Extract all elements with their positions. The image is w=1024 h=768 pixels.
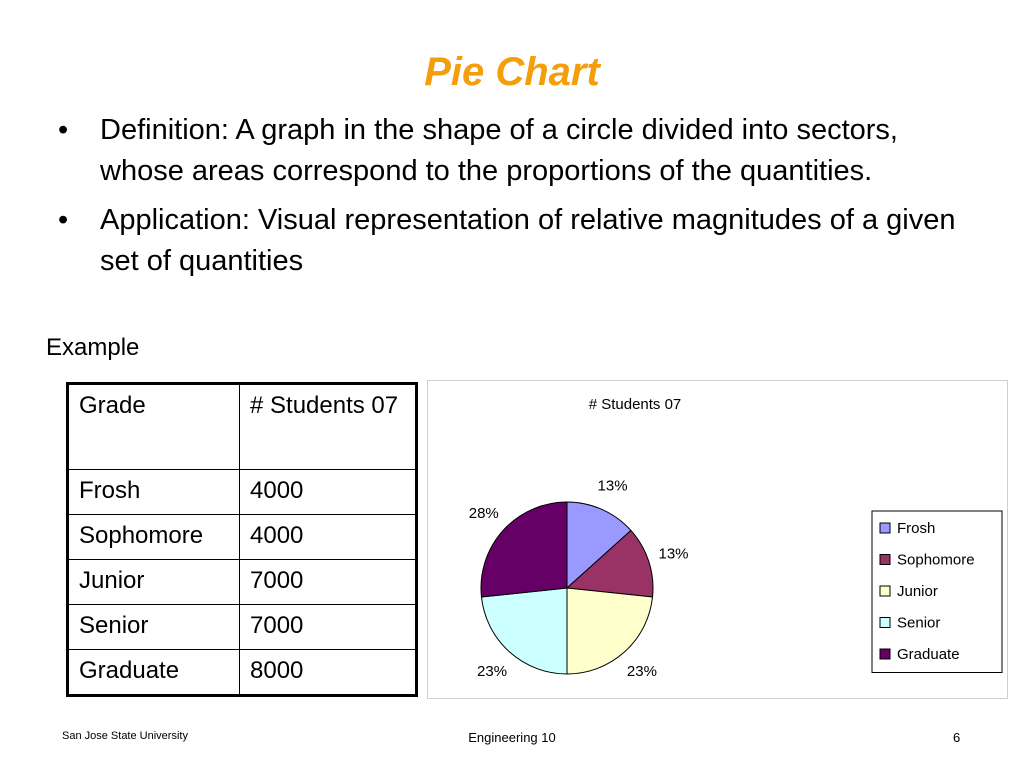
- table-cell-grade: Junior: [68, 560, 240, 605]
- page-number: 6: [953, 730, 961, 745]
- table-cell-students: 4000: [240, 470, 417, 515]
- slice-label: 23%: [477, 663, 508, 681]
- table-header-grade: Grade: [68, 384, 240, 470]
- footer-institution: San Jose State University: [62, 730, 188, 742]
- bullet-text: Application: Visual representation of relative magnitudes of a given set of quantities: [100, 204, 956, 277]
- chart-legend: [872, 511, 1002, 673]
- chart-title: # Students 07: [588, 396, 682, 413]
- legend-swatch: [880, 618, 890, 628]
- bullet-list: [58, 110, 988, 290]
- table-cell-grade: Graduate: [68, 650, 240, 696]
- pie-slice-senior: [481, 588, 567, 674]
- table-row: [68, 470, 417, 515]
- table-cell-students: 7000: [240, 605, 417, 650]
- table-cell-grade: Senior: [68, 605, 240, 650]
- slice-label: 13%: [658, 545, 689, 563]
- legend-swatch: [880, 523, 890, 533]
- legend-swatch: [880, 649, 890, 659]
- slice-label: 13%: [597, 477, 628, 495]
- slice-label: 23%: [626, 663, 657, 681]
- table-row: [68, 605, 417, 650]
- table-row: [68, 560, 417, 605]
- bullet-definition: [58, 110, 988, 192]
- table-header-row: [68, 384, 417, 470]
- table-cell-grade: Frosh: [68, 470, 240, 515]
- legend-swatch: [880, 555, 890, 565]
- pie-chart: [428, 381, 1007, 698]
- data-table: [66, 382, 418, 697]
- table-cell-students: 7000: [240, 560, 417, 605]
- bullet-application: [58, 200, 988, 282]
- bullet-text: Definition: A graph in the shape of a circle divided into sectors, whose areas correspond to the proportions of the quantities.: [100, 114, 898, 187]
- table-header-students: # Students 07: [240, 384, 417, 470]
- footer-course: Engineering 10: [468, 730, 556, 745]
- table-cell-students: 4000: [240, 515, 417, 560]
- pie-chart-frame: [427, 380, 1008, 699]
- slide-title: Pie Chart: [424, 50, 600, 94]
- legend-label: Junior: [897, 583, 938, 600]
- table-row: [68, 650, 417, 696]
- legend-label: Sophomore: [897, 551, 975, 569]
- table-row: [68, 515, 417, 560]
- pie-slice-junior: [567, 588, 653, 674]
- legend-label: Frosh: [897, 520, 936, 537]
- legend-swatch: [880, 586, 890, 596]
- data-table-container: [66, 382, 418, 697]
- pie-slices: [481, 502, 653, 674]
- slice-label: 28%: [468, 505, 499, 523]
- legend-label: Graduate: [897, 646, 960, 663]
- bullet-marker: •: [58, 204, 69, 236]
- table-cell-grade: Sophomore: [68, 515, 240, 560]
- example-label: Example: [46, 334, 140, 361]
- table-cell-students: 8000: [240, 650, 417, 696]
- bullet-marker: •: [58, 114, 69, 146]
- legend-label: Senior: [897, 614, 941, 632]
